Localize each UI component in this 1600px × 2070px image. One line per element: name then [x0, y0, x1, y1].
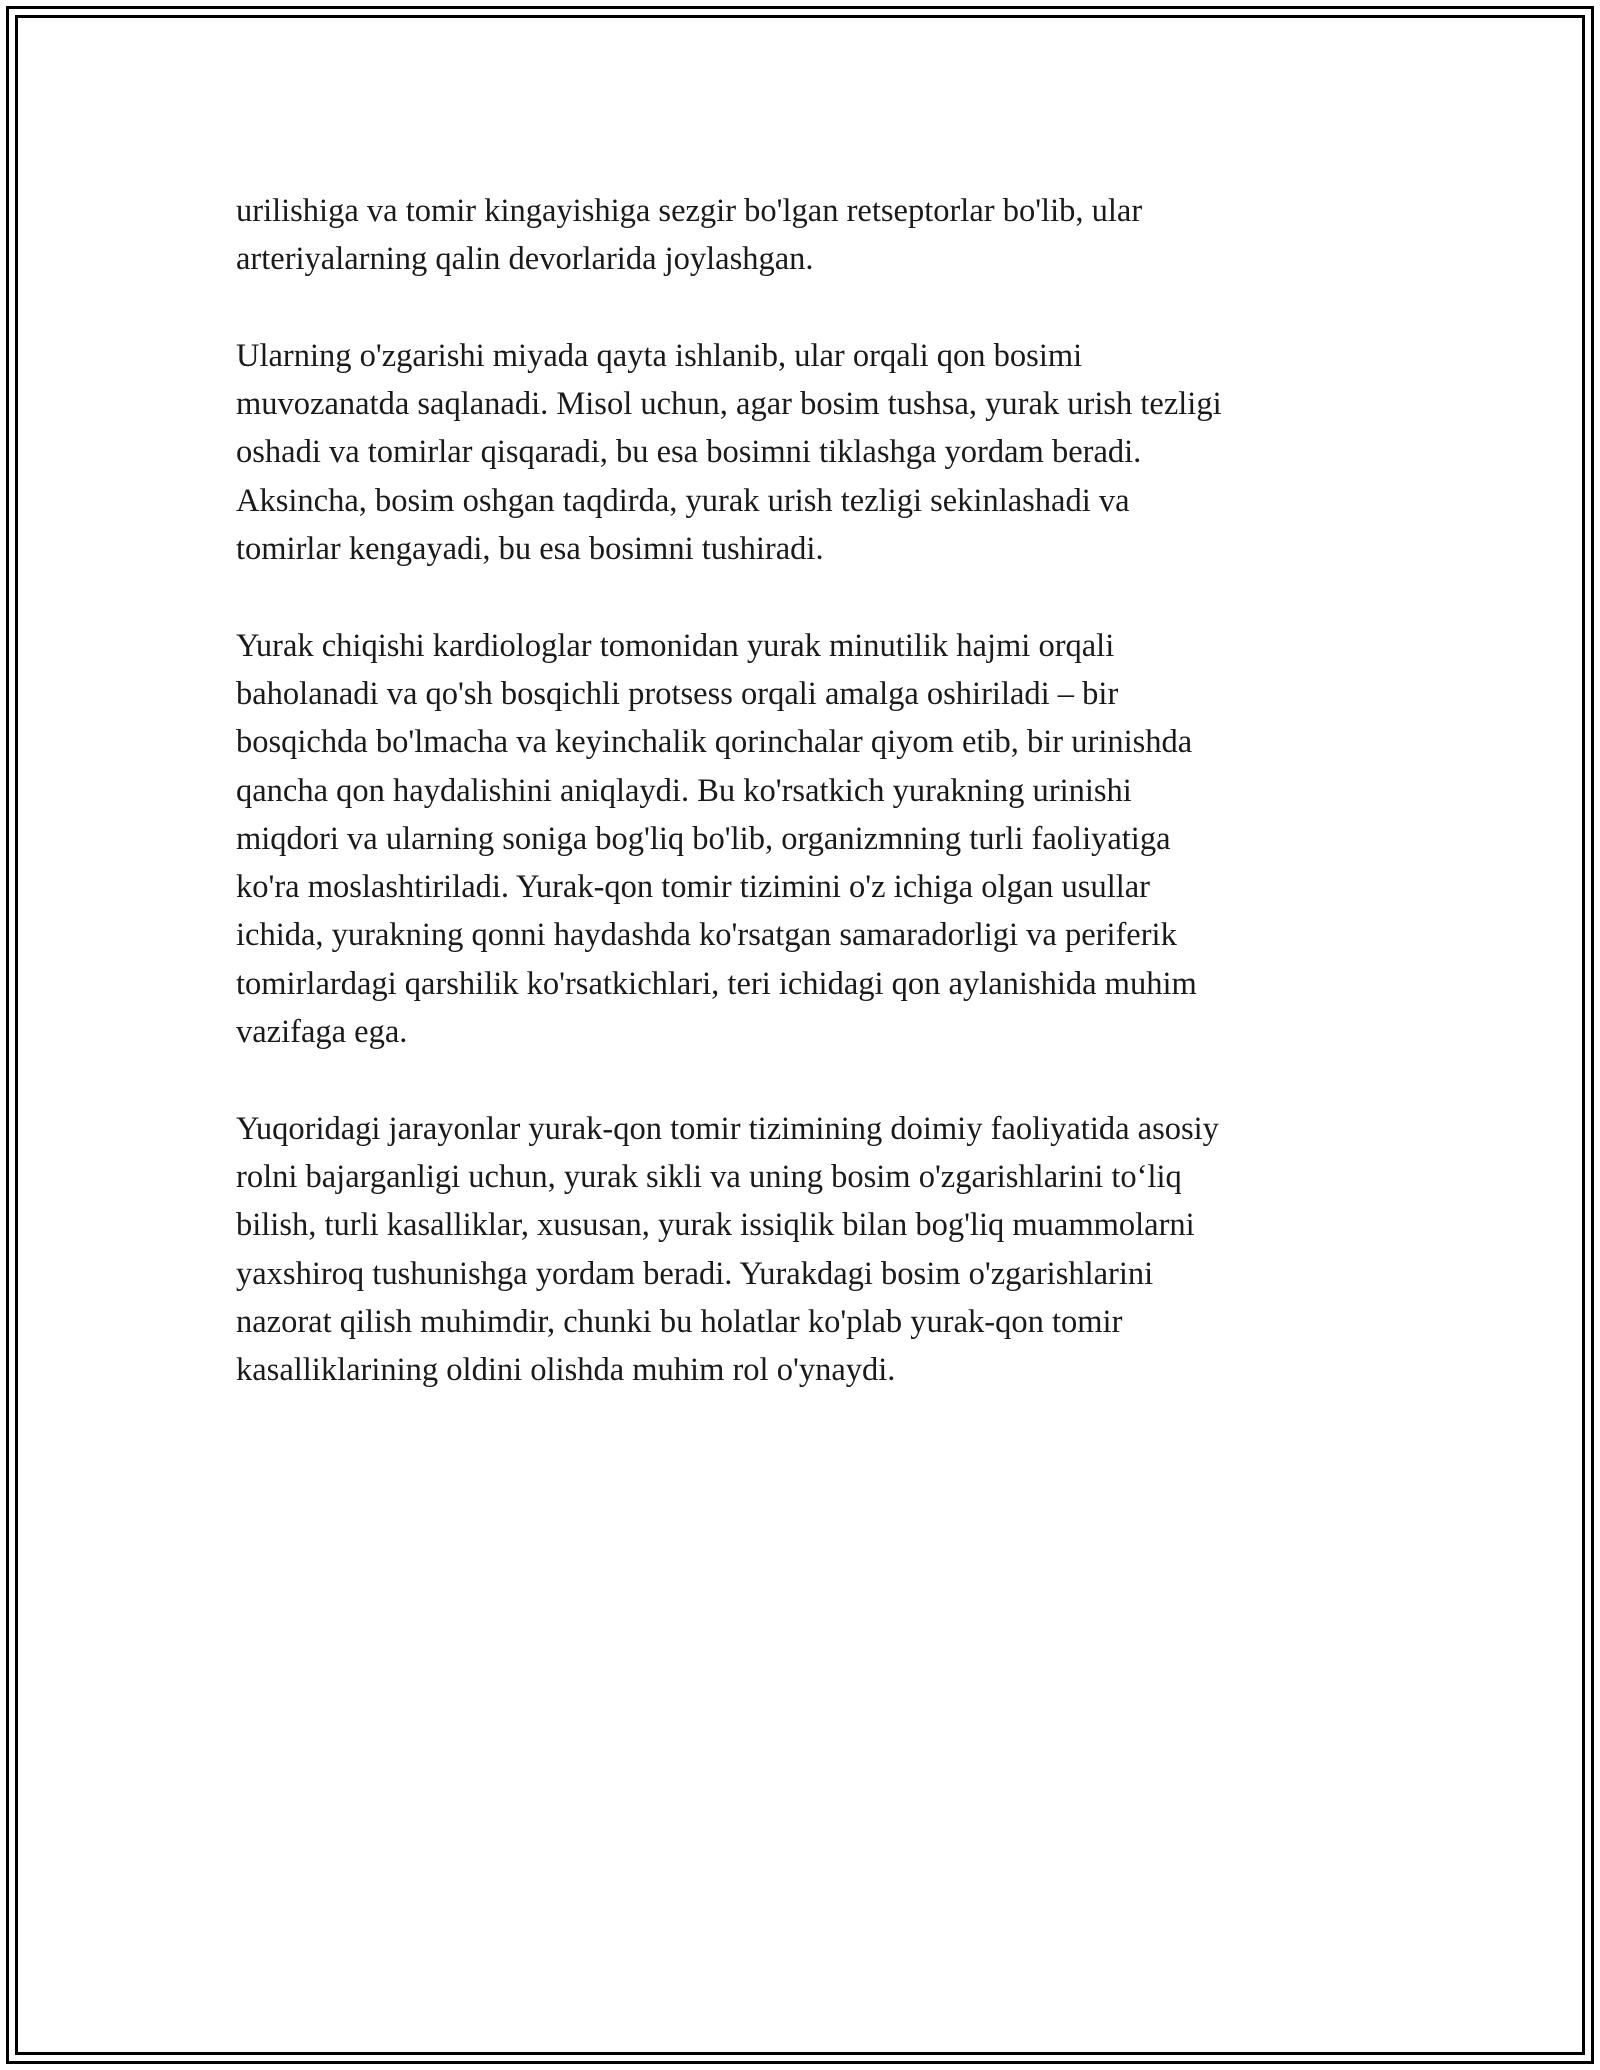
document-body	[236, 187, 1366, 1443]
paragraph: Ularning o'zgarishi miyada qayta ishlanib, ular orqali qon bosimi muvozanatda saqlanadi. Misol uchun, agar bosim tushsa, yurak urish tezligi oshadi va tomirlar qisqaradi, bu esa bosimni tiklashga yordam beradi. Aksincha, bosim oshgan taqdirda, yurak urish tezligi sekinlashadi va tomirlar kengayadi, bu esa bosimni tushiradi.	[236, 337, 1222, 568]
paragraph: urilishiga va tomir kingayishiga sezgir bo'lgan retseptorlar bo'lib, ular arteriyalarning qalin devorlarida joylashgan.	[236, 193, 1143, 278]
paragraph: Yurak chiqishi kardiologlar tomonidan yurak minutilik hajmi orqali baholanadi va qo'sh bosqichli protsess orqali amalga oshiriladi – bir bosqichda bo'lmacha va keyinchalik qorinchalar qiyom etib, bir urinishda qancha qon haydalishini aniqlaydi. Bu ko'rsatkich yurakning urinishi miqdori va ularning soniga bog'liq bo'lib, organizmning turli faoliyatiga ko'ra moslashtiriladi. Yurak-qon tomir tizimini o'z ichiga olgan usullar ichida, yurakning qonni haydashda ko'rsatgan samaradorligi va periferik tomirlardagi qarshilik ko'rsatkichlari, teri ichidagi qon aylanishida muhim vazifaga ega.	[236, 627, 1197, 1051]
paragraph: Yuqoridagi jarayonlar yurak-qon tomir tizimining doimiy faoliyatida asosiy rolni bajarganligi uchun, yurak sikli va uning bosim o'zgarishlarini to‘liq bilish, turli kasalliklar, xususan, yurak issiqlik bilan bog'liq muammolarni yaxshiroq tushunishga yordam beradi. Yurakdagi bosim o'zgarishlarini nazorat qilish muhimdir, chunki bu holatlar ko'plab yurak-qon tomir kasalliklarining oldini olishda muhim rol o'ynaydi.	[236, 1110, 1219, 1389]
